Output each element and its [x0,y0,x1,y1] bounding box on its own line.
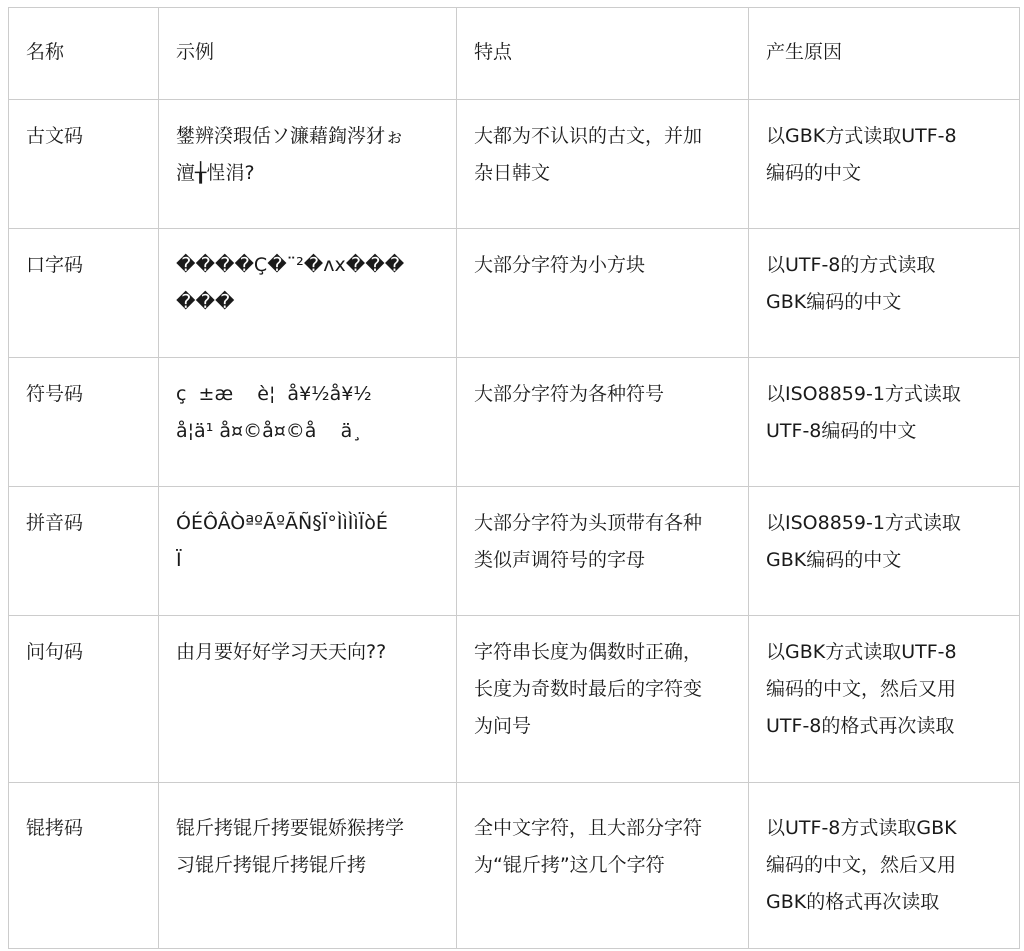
table-row [9,616,1020,783]
header-feature-label: 特点 [474,41,513,63]
cell-cause [749,616,1020,783]
cell-feature-text: 大部分字符为小方块 [474,254,646,276]
cell-cause [749,487,1020,616]
cell-feature [457,100,749,229]
cell-cause-text: 以ISO8859-1方式读取 GBK编码的中文 [766,512,961,571]
cell-name-text: 古文码 [26,125,84,147]
cell-feature [457,358,749,487]
cell-example [159,358,457,487]
cell-cause-text: 以GBK方式读取UTF-8 编码的中文 [766,125,957,184]
cell-name-text: 口字码 [26,254,84,276]
cell-name-text: 符号码 [26,383,84,405]
header-name [9,8,159,100]
cell-name [9,229,159,358]
cell-cause [749,358,1020,487]
cell-cause [749,229,1020,358]
cell-cause [749,783,1020,949]
cell-example-text: ç ±æ è¦ å¥½å¥½ å¦ä¹ å¤©å¤©å ä¸ [176,383,372,442]
cell-cause-text: 以ISO8859-1方式读取 UTF-8编码的中文 [766,383,961,442]
cell-cause [749,100,1020,229]
cell-example [159,487,457,616]
cell-example-text: 鐢辨湀瑕佸ソ濂藉鍧涔犲ぉ 澶╁悜涓? [176,125,405,184]
table-row [9,229,1020,358]
cell-example-text: ����Ç�¨²�ʌx��� ��� [176,254,405,313]
cell-name-text: 锟拷码 [26,817,84,839]
header-cause-label: 产生原因 [766,41,843,63]
cell-example-text: ÓÉÔÂÒªºÃºÃÑ§Ï°ÌìÌìÏòÉ Ï [176,512,388,571]
cell-example [159,100,457,229]
cell-feature [457,783,749,949]
cell-name [9,487,159,616]
table-row [9,100,1020,229]
header-example [159,8,457,100]
cell-example-text: 锟斤拷锟斤拷要锟娇猴拷学 习锟斤拷锟斤拷锟斤拷 [176,817,405,876]
cell-feature [457,487,749,616]
table-row [9,358,1020,487]
cell-feature-text: 大部分字符为各种符号 [474,383,665,405]
cell-example [159,616,457,783]
cell-feature [457,229,749,358]
cell-name [9,783,159,949]
garbled-text-table [8,7,1020,949]
table-header-row [9,8,1020,100]
header-example-label: 示例 [176,41,215,63]
cell-name [9,100,159,229]
cell-feature-text: 字符串长度为偶数时正确， 长度为奇数时最后的字符变 为问号 [474,641,703,737]
cell-example [159,229,457,358]
cell-name-text: 问句码 [26,641,84,663]
cell-feature-text: 大都为不认识的古文，并加 杂日韩文 [474,125,703,184]
cell-feature-text: 全中文字符，且大部分字符 为“锟斤拷”这几个字符 [474,817,703,876]
cell-cause-text: 以UTF-8的方式读取 GBK编码的中文 [766,254,936,313]
cell-example [159,783,457,949]
cell-cause-text: 以UTF-8方式读取GBK 编码的中文，然后又用 GBK的格式再次读取 [766,817,957,913]
cell-name [9,358,159,487]
cell-example-text: 由月要好好学习天天向?? [176,641,387,663]
cell-name [9,616,159,783]
header-feature [457,8,749,100]
cell-cause-text: 以GBK方式读取UTF-8 编码的中文，然后又用 UTF-8的格式再次读取 [766,641,957,737]
header-name-label: 名称 [26,41,65,63]
cell-feature-text: 大部分字符为头顶带有各种 类似声调符号的字母 [474,512,703,571]
table-row [9,487,1020,616]
header-cause [749,8,1020,100]
cell-name-text: 拼音码 [26,512,84,534]
cell-feature [457,616,749,783]
table-row [9,783,1020,949]
